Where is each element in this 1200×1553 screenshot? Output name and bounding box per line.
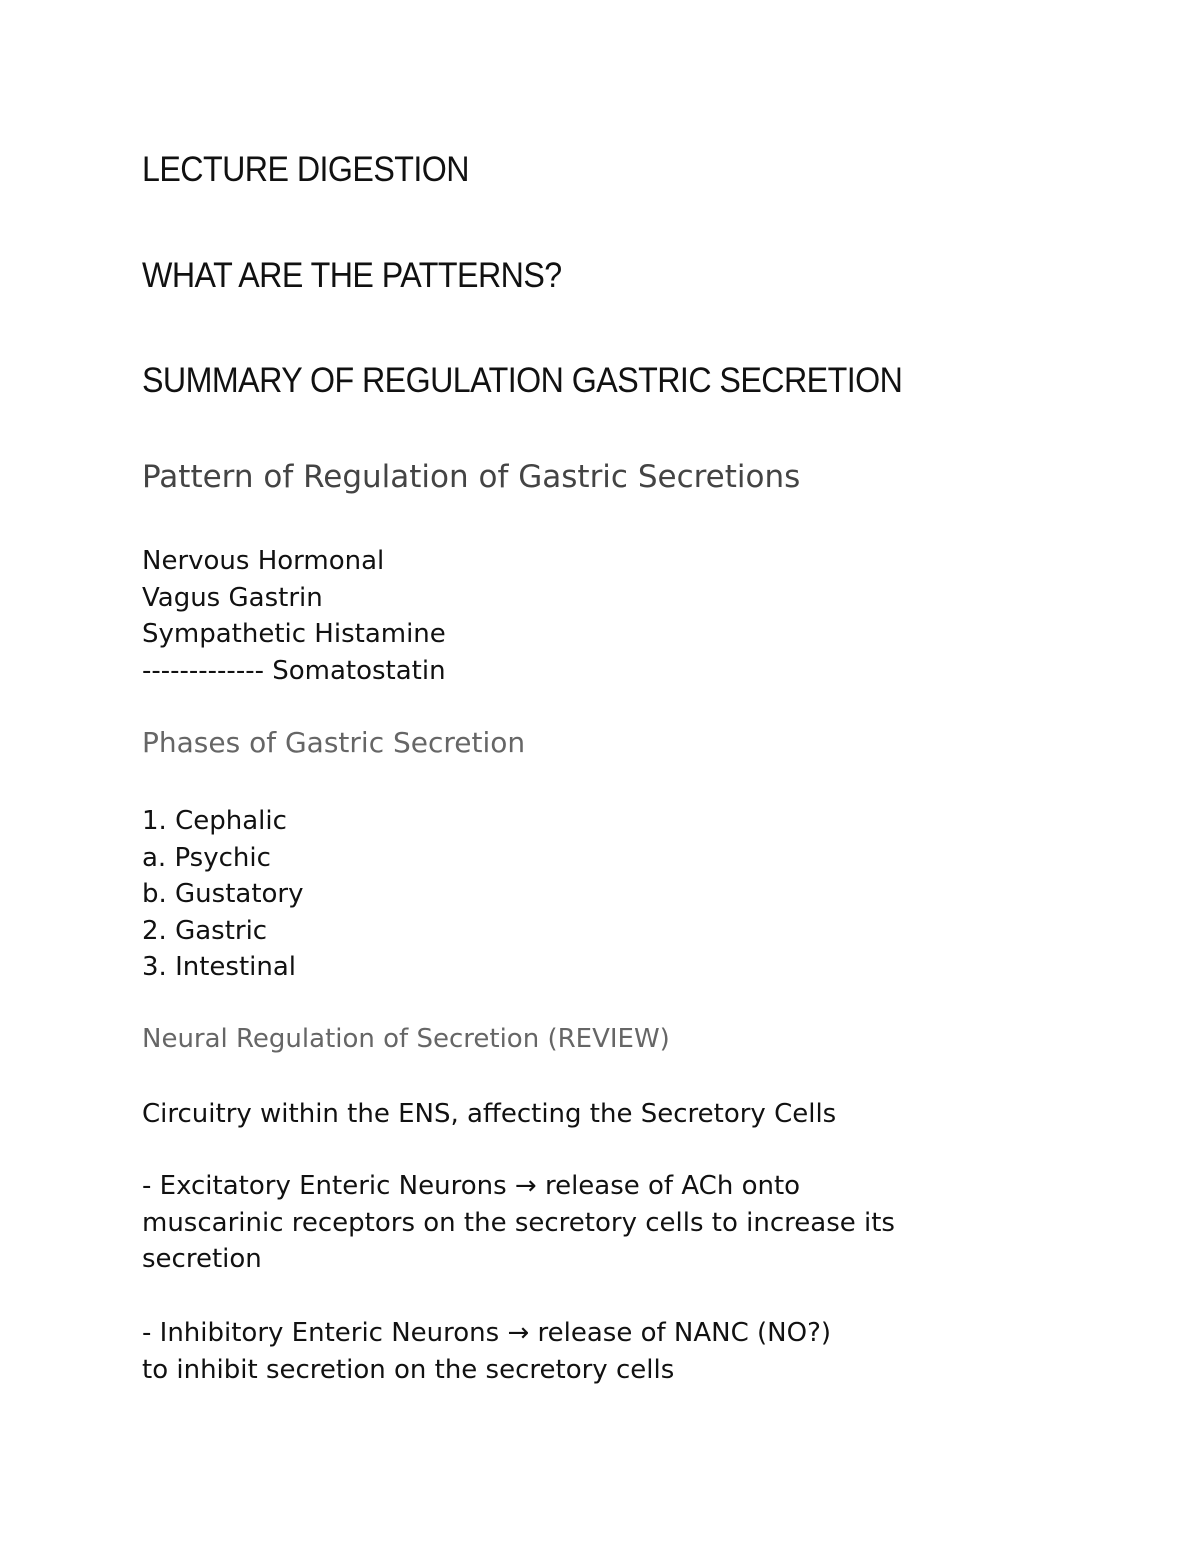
excitatory-line: muscarinic receptors on the secretory cells to increase its [142, 1207, 895, 1238]
phase-item: a. Psychic [142, 842, 271, 873]
phases-heading: Phases of Gastric Secretion [142, 726, 526, 759]
inhibitory-line: - Inhibitory Enteric Neurons → release of NANC (NO?) [142, 1318, 832, 1348]
inhibitory-line: to inhibit secretion on the secretory cells [142, 1354, 675, 1385]
pattern-heading: Pattern of Regulation of Gastric Secretions [142, 459, 801, 495]
phase-item: b. Gustatory [142, 879, 304, 909]
inhibitory-paragraph [142, 1315, 1062, 1388]
summary-heading: SUMMARY OF REGULATION GASTRIC SECRETION [142, 361, 903, 400]
document-title: LECTURE DIGESTION [142, 150, 469, 189]
phase-item: 3. Intestinal [142, 952, 297, 982]
neural-heading: Neural Regulation of Secretion (REVIEW) [142, 1024, 670, 1054]
excitatory-paragraph [142, 1168, 1062, 1278]
regulation-line: ------------- Somatostatin [142, 655, 446, 686]
excitatory-line: secretion [142, 1244, 262, 1274]
circuitry-paragraph [142, 1096, 1062, 1133]
excitatory-line: - Excitatory Enteric Neurons → release of ACh onto [142, 1171, 801, 1201]
phases-list [142, 803, 1062, 986]
patterns-question: WHAT ARE THE PATTERNS? [142, 256, 562, 295]
phase-item: 2. Gastric [142, 915, 268, 946]
regulation-line: Nervous Hormonal [142, 546, 385, 576]
phase-item: 1. Cephalic [142, 806, 287, 836]
regulation-line: Sympathetic Histamine [142, 619, 446, 649]
regulation-list [142, 543, 1062, 689]
regulation-line: Vagus Gastrin [142, 582, 323, 613]
circuitry-line: Circuitry within the ENS, affecting the Secretory Cells [142, 1099, 837, 1129]
